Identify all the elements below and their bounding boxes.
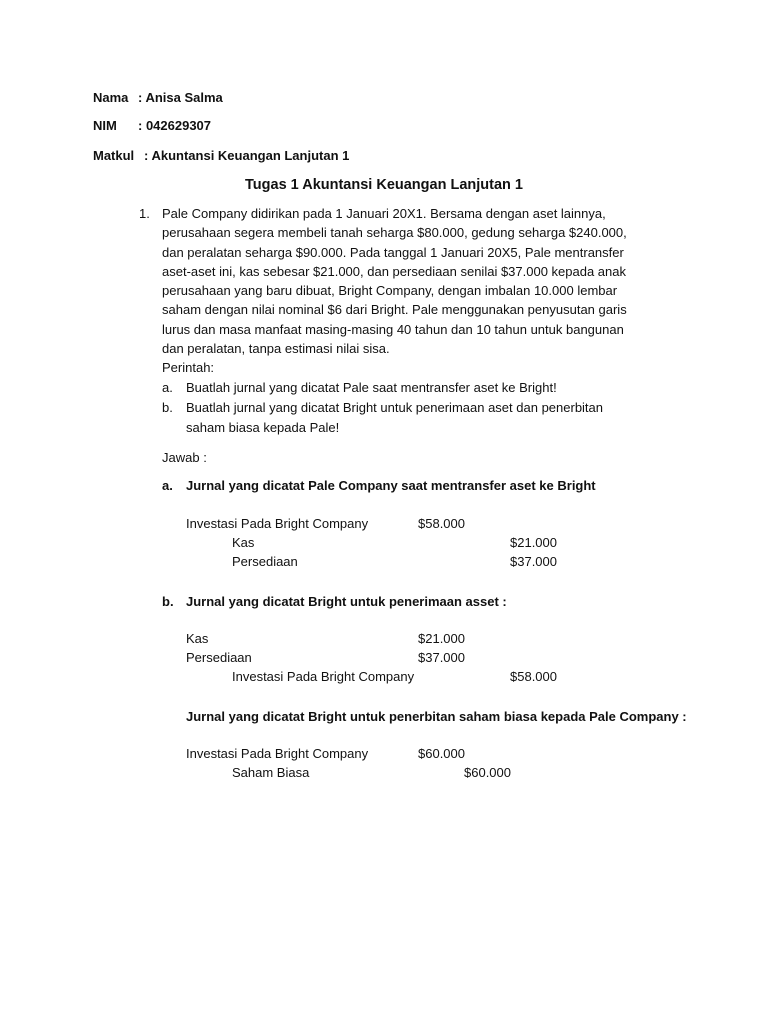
nama-value: : Anisa Salma [138, 90, 223, 105]
journal-credit: $37.000 [510, 554, 557, 569]
answer-b-heading-2: Jurnal yang dicatat Bright untuk penerbitan saham biasa kepada Pale Company : [186, 709, 687, 724]
task-a-text: Buatlah jurnal yang dicatat Pale saat mentransfer aset ke Bright! [186, 380, 557, 395]
journal-account: Persediaan [186, 650, 252, 665]
question-line: aset-aset ini, kas sebesar $21.000, dan persediaan senilai $37.000 kepada anak [162, 263, 626, 279]
task-b-text-2: saham biasa kepada Pale! [186, 420, 340, 435]
nama-label: Nama [93, 90, 129, 105]
question-line: perusahaan segera membeli tanah seharga $80.000, gedung seharga $240.000, [162, 225, 627, 241]
journal-account: Persediaan [232, 554, 298, 569]
task-a-marker: a. [162, 380, 173, 395]
nim-label: NIM [93, 118, 117, 133]
journal-debit: $60.000 [418, 746, 465, 761]
journal-account: Investasi Pada Bright Company [186, 746, 369, 761]
answer-b-marker: b. [162, 594, 174, 609]
question-line: saham dengan nilai nominal $6 dari Bright. Pale menggunakan penyusutan garis [162, 302, 627, 318]
answer-a-heading: Jurnal yang dicatat Pale Company saat mentransfer aset ke Bright [186, 478, 596, 493]
jawab-label: Jawab : [162, 450, 207, 465]
question-number: 1. [139, 206, 150, 221]
journal-account: Saham Biasa [232, 765, 310, 780]
question-line: Pale Company didirikan pada 1 Januari 20X1. Bersama dengan aset lainnya, [162, 206, 606, 221]
matkul-value: : Akuntansi Keuangan Lanjutan 1 [144, 148, 350, 163]
journal-credit: $58.000 [510, 669, 557, 684]
journal-account: Investasi Pada Bright Company [232, 669, 415, 684]
question-paragraph [162, 204, 682, 378]
task-b-marker: b. [162, 400, 173, 415]
answer-b-heading: Jurnal yang dicatat Bright untuk penerimaan asset : [186, 594, 507, 609]
matkul-label: Matkul [93, 148, 135, 163]
journal-debit: $21.000 [418, 631, 465, 646]
journal-debit: $58.000 [418, 516, 465, 531]
journal-debit: $37.000 [418, 650, 465, 665]
answer-a-marker: a. [162, 478, 173, 493]
journal-account: Kas [186, 631, 209, 646]
nim-value: : 042629307 [138, 118, 212, 133]
journal-account: Investasi Pada Bright Company [186, 516, 369, 531]
question-line: perusahaan yang baru dibuat, Bright Company, dengan imbalan 10.000 lembar [162, 283, 618, 299]
question-line: dan peralatan seharga $90.000. Pada tanggal 1 Januari 20X5, Pale mentransfer [162, 244, 624, 260]
question-line: lurus dan masa manfaat masing-masing 40 tahun dan 10 tahun untuk bangunan [162, 321, 624, 337]
perintah-label: Perintah: [162, 360, 215, 376]
page-title: Tugas 1 Akuntansi Keuangan Lanjutan 1 [245, 177, 523, 193]
journal-credit: $21.000 [510, 535, 557, 550]
journal-debit: $60.000 [464, 765, 511, 780]
journal-account: Kas [232, 535, 255, 550]
task-b-text-1: Buatlah jurnal yang dicatat Bright untuk penerimaan aset dan penerbitan [186, 400, 604, 415]
question-line: dan peralatan, tanpa estimasi nilai sisa. [162, 341, 390, 357]
